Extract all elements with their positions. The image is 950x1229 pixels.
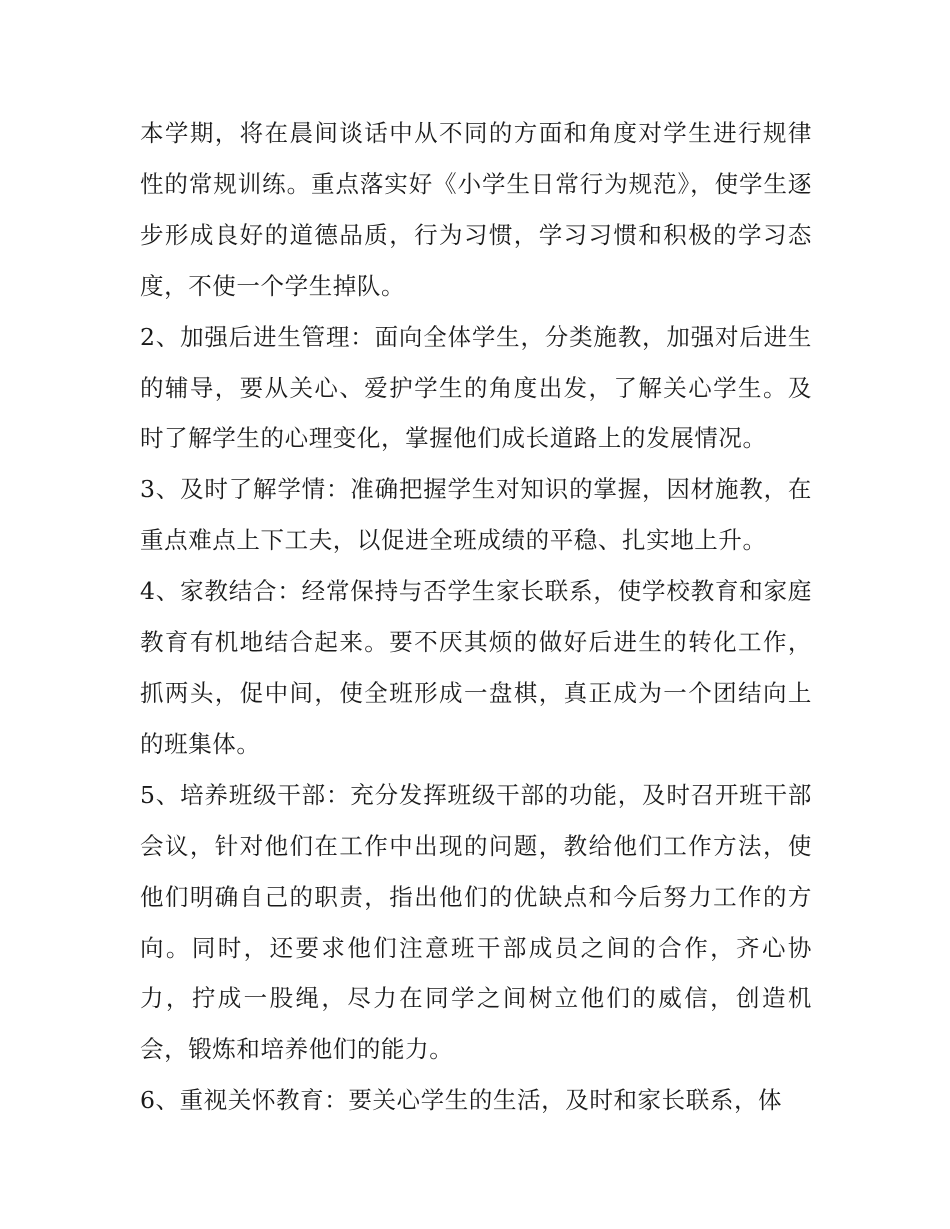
document-body — [140, 108, 812, 1126]
paragraph-item-6: 6、重视关怀教育：要关心学生的生活，及时和家长联系，体 — [140, 1086, 783, 1115]
paragraph-routine-training: 本学期，将在晨间谈话中从不同的方面和角度对学生进行规律性的常规训练。重点落实好《小学生日常行为规范》，使学生逐步形成良好的道德品质，行为习惯，学习习惯和积极的学习态度，不使一个学生掉队。 — [140, 119, 812, 300]
paragraph-item-3: 3、及时了解学情：准确把握学生对知识的掌握，因材施教，在重点难点上下工夫，以促进全班成绩的平稳、扎实地上升。 — [140, 475, 812, 555]
paragraph-item-4: 4、家教结合：经常保持与否学生家长联系，使学校教育和家庭教育有机地结合起来。要不厌其烦的做好后进生的转化工作，抓两头，促中间，使全班形成一盘棋，真正成为一个团结向上的班集体。 — [140, 577, 812, 758]
paragraph-item-5: 5、培养班级干部：充分发挥班级干部的功能，及时召开班干部会议，针对他们在工作中出现的问题，教给他们工作方法，使他们明确自己的职责，指出他们的优缺点和今后努力工作的方向。同时，还要求他们注意班干部成员之间的合作，齐心协力，拧成一股绳，尽力在同学之间树立他们的威信，创造机会，锻炼和培养他们的能力。 — [140, 780, 812, 1064]
paragraph-item-2: 2、加强后进生管理：面向全体学生，分类施教，加强对后进生的辅导，要从关心、爱护学生的角度出发，了解关心学生。及时了解学生的心理变化，掌握他们成长道路上的发展情况。 — [140, 322, 812, 453]
